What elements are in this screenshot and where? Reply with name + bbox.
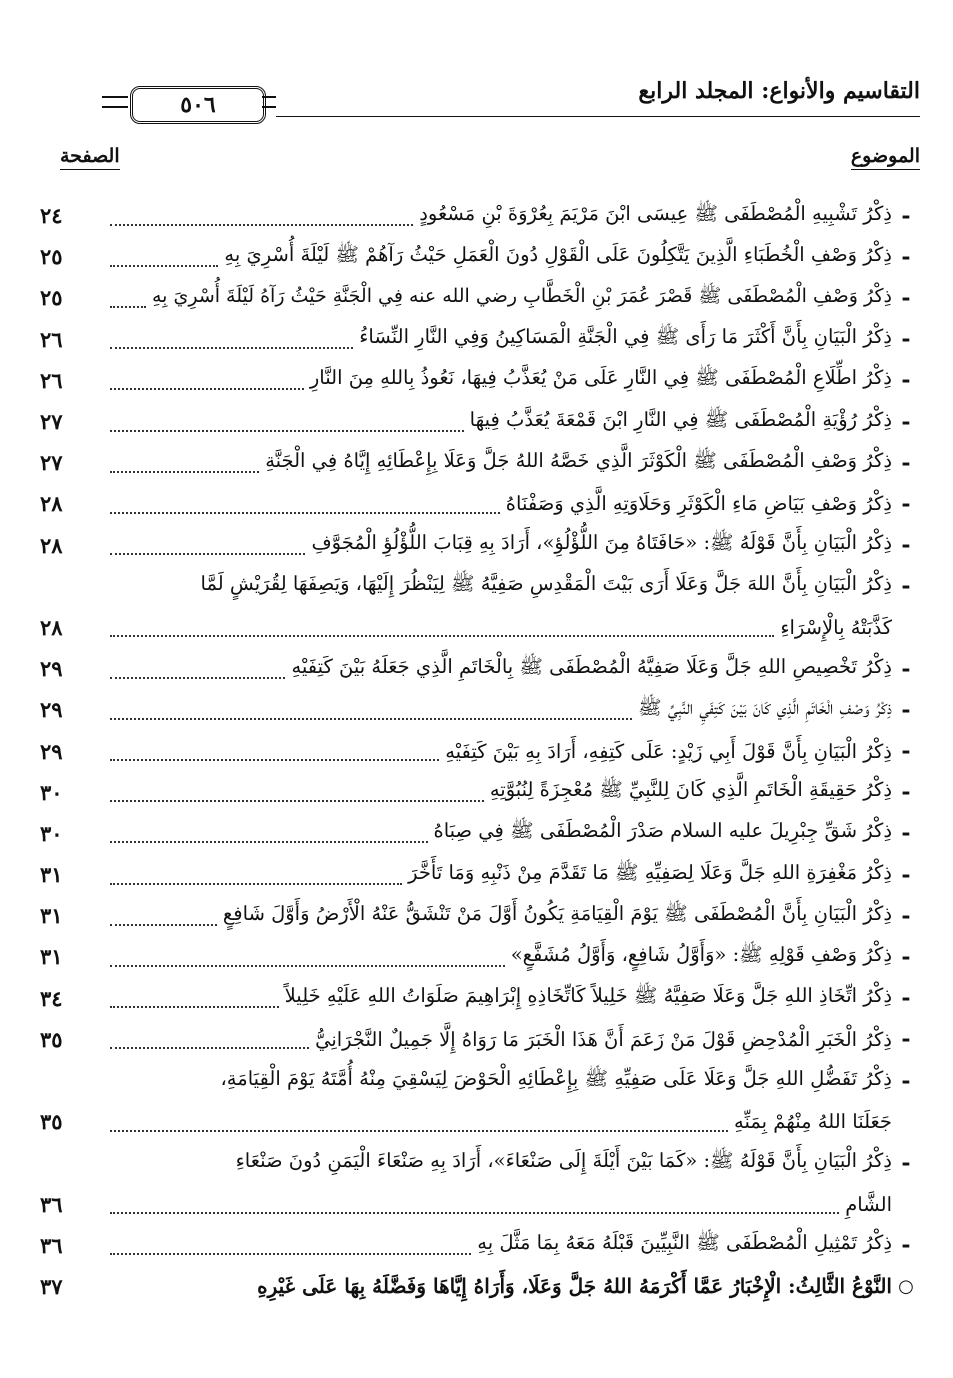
toc-page-number: ٢٦ bbox=[40, 326, 63, 352]
dash-bullet: - bbox=[901, 202, 911, 229]
toc-entry-line bbox=[40, 483, 920, 524]
dot-leader bbox=[110, 1006, 279, 1008]
toc-entry-text: ذِكْرُ وَصْفِ قَوْلِهِ ﷺ: «وَأَوَّلُ شَافِعٍ، وَأَوَّلُ مُشَفَّعٍ» bbox=[510, 942, 892, 966]
toc-entry-line bbox=[40, 607, 920, 648]
toc-page-number: ٢٩ bbox=[40, 697, 63, 723]
dot-leader bbox=[110, 1130, 728, 1132]
dash-bullet: - bbox=[901, 985, 911, 1012]
dash-bullet: - bbox=[901, 573, 911, 600]
toc-entry bbox=[40, 895, 920, 936]
toc-page-number: ٣٥ bbox=[40, 1109, 63, 1135]
toc-entry-text: ذِكْرُ تَفَضُّلِ اللهِ جَلَّ وَعَلَا عَلَى صَفِيِّهِ ﷺ بِإِعْطَائِهِ الْحَوْضَ لِيَسْقِيَ مِنْهُ أُمَّتَهُ يَوْمَ الْقِيَامَةِ، bbox=[220, 1066, 892, 1090]
page-column-label: الصفحة bbox=[60, 145, 120, 170]
toc-page-number: ٣٦ bbox=[40, 1232, 63, 1258]
dot-leader bbox=[110, 265, 218, 267]
toc-entry bbox=[40, 442, 920, 483]
toc-page-number: ٣٦ bbox=[40, 1191, 63, 1217]
dash-bullet: - bbox=[901, 243, 911, 270]
toc-entry-text: ذِكْرُ حَقِيقَةِ الْخَاتَمِ الَّذِي كَانَ لِلنَّبِيِّ ﷺ مُعْجِزَةً لِنُبُوَّتِهِ bbox=[489, 778, 892, 802]
toc-entry-text: ذِكْرُ تَمْثِيلِ الْمُصْطَفَى ﷺ النَّبِيِّينَ قَبْلَهُ مَعَهُ بِمَا مَثَّلَ بِهِ bbox=[477, 1231, 892, 1255]
running-title: التقاسيم والأنواع: المجلد الرابع bbox=[638, 78, 920, 104]
toc-entry-text: ذِكْرُ وَصْفِ الْخُطَبَاءِ الَّذِينَ يَتَّكِلُونَ عَلَى الْقَوْلِ دُونَ الْعَمَلِ حَيْثُ رَآهُمْ ﷺ لَيْلَةَ أُسْرِيَ بِهِ bbox=[224, 242, 892, 266]
toc-page-number: ٢٩ bbox=[40, 738, 63, 764]
toc-entry-line bbox=[40, 895, 920, 936]
toc-entry bbox=[40, 401, 920, 442]
dash-bullet: - bbox=[901, 820, 911, 847]
toc-entry bbox=[40, 1060, 920, 1142]
header-rule bbox=[276, 116, 920, 117]
dash-bullet: - bbox=[901, 326, 911, 353]
dot-leader bbox=[110, 677, 285, 679]
toc-entry-line bbox=[40, 689, 920, 730]
toc-entry-text: ذِكْرُ رُؤْيَةِ الْمُصْطَفَى ﷺ فِي النَّارِ ابْنَ قَمْعَةَ يُعَذَّبُ فِيهَا bbox=[469, 407, 892, 431]
toc-entry-line bbox=[40, 1184, 920, 1225]
toc-entry-line bbox=[40, 1142, 920, 1183]
dash-bullet: - bbox=[901, 696, 911, 723]
toc-page-number: ٢٨ bbox=[40, 532, 63, 558]
toc-entry-text: ذِكْرُ الْبَيَانِ بِأَنَّ قَوْلَهُ ﷺ: «حَافَتَاهُ مِنَ اللُّؤْلُؤِ»، أَرَادَ بِهِ قِبَابَ اللُّؤْلُؤِ الْمُجَوَّفِ bbox=[311, 531, 892, 555]
toc-entry-text: ذِكْرُ وَصْفِ الْخَاتَمِ الَّذِي كَانَ بَيْنَ كَتِفَيِ النَّبِيِّ ﷺ bbox=[638, 695, 892, 719]
dash-bullet: - bbox=[901, 490, 911, 517]
dot-leader bbox=[110, 1212, 839, 1214]
toc-entry-text: ذِكْرُ الْبَيَانِ بِأَنَّ الْمُصْطَفَى ﷺ يَوْمَ الْقِيَامَةِ يَكُونُ أَوَّلَ مَنْ تَنْشَقُّ عَنْهُ الْأَرْضُ وَأَوَّلَ شَافِعٍ bbox=[222, 901, 892, 925]
toc-page-number: ٢٥ bbox=[40, 244, 63, 270]
dot-leader bbox=[110, 224, 413, 226]
toc-entry bbox=[40, 936, 920, 977]
dot-leader bbox=[110, 553, 305, 555]
toc-entry bbox=[40, 1225, 920, 1266]
dot-leader bbox=[110, 924, 217, 926]
dot-leader bbox=[110, 1047, 309, 1049]
toc-entry bbox=[40, 277, 920, 318]
dash-bullet: - bbox=[901, 1026, 911, 1053]
toc-entry-line bbox=[40, 648, 920, 689]
toc-page-number: ٣٧ bbox=[40, 1273, 63, 1299]
toc-entry-line bbox=[40, 936, 920, 977]
toc-entry bbox=[40, 854, 920, 895]
dash-bullet: - bbox=[901, 1149, 911, 1176]
toc-entry-line bbox=[40, 978, 920, 1019]
toc-entry-line bbox=[40, 1101, 920, 1142]
column-headings bbox=[40, 145, 920, 181]
dot-leader bbox=[110, 759, 439, 761]
toc-entry-line bbox=[40, 195, 920, 236]
toc-entry-line bbox=[40, 442, 920, 483]
dot-leader bbox=[110, 347, 353, 349]
toc-entry-text: ذِكْرُ الْبَيَانِ بِأَنَّ قَوْلَهُ ﷺ: «كَمَا بَيْنَ أَيْلَةَ إِلَى صَنْعَاءَ»، أَرَادَ بِهِ صَنْعَاءَ الْيَمَنِ دُونَ صَنْعَاءِ bbox=[235, 1148, 892, 1172]
toc-entry-line bbox=[40, 1060, 920, 1101]
toc-entry-line bbox=[40, 277, 920, 318]
toc-entry-text: ذِكْرُ تَشْبِيهِ الْمُصْطَفَى ﷺ عِيسَى ابْنَ مَرْيَمَ بِعُرْوَةَ بْنِ مَسْعُودٍ bbox=[419, 201, 892, 225]
toc-page-number: ٢٩ bbox=[40, 656, 63, 682]
dot-leader bbox=[110, 388, 304, 390]
toc-entry bbox=[40, 648, 920, 689]
dot-leader bbox=[110, 512, 500, 514]
dot-leader bbox=[110, 800, 484, 802]
toc-entry-line bbox=[40, 1019, 920, 1060]
page-header bbox=[40, 78, 920, 124]
toc-entry-text: ذِكْرُ الْبَيَانِ بِأَنَّ أَكْثَرَ مَا رَأَى ﷺ فِي الْجَنَّةِ الْمَسَاكِينُ وَفِي النَّارِ النِّسَاءُ bbox=[359, 325, 892, 349]
dot-leader bbox=[110, 471, 259, 473]
toc-entry-text: جَعَلَنَا اللهُ مِنْهُمْ بِمَنِّهِ bbox=[734, 1110, 892, 1134]
toc-entry bbox=[40, 813, 920, 854]
toc-page-number: ٢٧ bbox=[40, 409, 63, 435]
toc-entry-text: ذِكْرُ تَخْصِيصِ اللهِ جَلَّ وَعَلَا صَفِيَّهُ الْمُصْطَفَى ﷺ بِالْخَاتَمِ الَّذِي جَعَلَهُ بَيْنَ كَتِفَيْهِ bbox=[291, 654, 892, 678]
toc-entry bbox=[40, 772, 920, 813]
toc-page-number: ٣٤ bbox=[40, 985, 63, 1011]
toc-page-number: ٢٨ bbox=[40, 614, 63, 640]
page-number: ٥٠٦ bbox=[180, 92, 216, 118]
toc-entries bbox=[40, 195, 920, 1307]
toc-entry bbox=[40, 1142, 920, 1224]
toc-entry-line bbox=[40, 772, 920, 813]
dot-leader bbox=[110, 718, 632, 720]
toc-page-number: ٢٦ bbox=[40, 367, 63, 393]
toc-page-number: ٣٥ bbox=[40, 1026, 63, 1052]
toc-entry-text: ذِكْرُ الْخَبَرِ الْمُدْحِضِ قَوْلَ مَنْ زَعَمَ أَنَّ هَذَا الْخَبَرَ مَا رَوَاهُ إِلَّا جَمِيلٌ النَّجْرَانِيُّ bbox=[315, 1027, 892, 1051]
dash-bullet: - bbox=[901, 1067, 911, 1094]
toc-entry-text: ذِكْرُ وَصْفِ الْمُصْطَفَى ﷺ قَصْرَ عُمَرَ بْنِ الْخَطَّابِ رضي الله عنه فِي الْجَنَّةِ حَيْثُ رَآهُ لَيْلَةَ أُسْرِيَ بِهِ bbox=[151, 284, 892, 307]
toc-entry bbox=[40, 566, 920, 648]
toc-page-number: ٣٠ bbox=[40, 779, 63, 805]
toc-entry bbox=[40, 360, 920, 401]
dot-leader bbox=[110, 635, 774, 637]
toc-entry-line bbox=[40, 319, 920, 360]
toc-entry-text: كَذَّبَتْهُ بِالْإِسْرَاءِ bbox=[780, 615, 892, 639]
toc-entry bbox=[40, 978, 920, 1019]
toc-entry-text: ذِكْرُ وَصْفِ بَيَاضِ مَاءِ الْكَوْثَرِ وَحَلَاوَتِهِ الَّذِي وَصَفْنَاهُ bbox=[505, 492, 892, 516]
page-number-box bbox=[130, 86, 266, 124]
toc-entry bbox=[40, 525, 920, 566]
toc-entry-line bbox=[40, 730, 920, 771]
toc-entry bbox=[40, 195, 920, 236]
dash-bullet: - bbox=[901, 408, 911, 435]
toc-page-number: ٣١ bbox=[40, 903, 63, 929]
dash-bullet: - bbox=[901, 532, 911, 559]
toc-entry-text: ذِكْرُ وَصْفِ الْمُصْطَفَى ﷺ الْكَوْثَرَ الَّذِي خَصَّهُ اللهُ جَلَّ وَعَلَا بِإِعْطَائِهِ إِيَّاهُ فِي الْجَنَّةِ bbox=[265, 448, 892, 472]
toc-page-number: ٣١ bbox=[40, 944, 63, 970]
toc-entry bbox=[40, 319, 920, 360]
toc-page-number: ٢٥ bbox=[40, 285, 63, 311]
toc-entry-line bbox=[40, 1225, 920, 1266]
toc-entry-line bbox=[40, 854, 920, 895]
toc-entry-line bbox=[40, 525, 920, 566]
toc-page-number: ٢٧ bbox=[40, 450, 63, 476]
header-ornament-left bbox=[102, 96, 128, 108]
dot-leader bbox=[110, 1253, 471, 1255]
dash-bullet: - bbox=[901, 655, 911, 682]
toc-page-number: ٣٠ bbox=[40, 820, 63, 846]
dash-bullet: - bbox=[901, 449, 911, 476]
toc-entry-text: ذِكْرُ مَغْفِرَةِ اللهِ جَلَّ وَعَلَا لِصَفِيِّهِ ﷺ مَا تَقَدَّمَ مِنْ ذَنْبِهِ وَمَا تَأَخَّرَ bbox=[408, 860, 892, 884]
toc-entry bbox=[40, 236, 920, 277]
dot-leader bbox=[110, 841, 428, 843]
toc-entry bbox=[40, 483, 920, 524]
toc-entry-text: ذِكْرُ اتِّخَاذِ اللهِ جَلَّ وَعَلَا صَفِيَّهُ ﷺ خَلِيلاً كَاتِّخَاذِهِ إِبْرَاهِيمَ صَلَوَاتُ اللهِ عَلَيْهِ خَلِيلاً bbox=[284, 984, 892, 1008]
dash-bullet: - bbox=[901, 284, 911, 311]
toc-page-number: ٢٤ bbox=[40, 203, 63, 229]
dot-leader bbox=[110, 965, 505, 967]
toc-entry-text: ذِكْرُ الْبَيَانِ بِأَنَّ اللهَ جَلَّ وَعَلَا أَرَى بَيْتَ الْمَقْدِسِ صَفِيَّهُ ﷺ لِيَنْظُرَ إِلَيْهَا، وَيَصِفَهَا لِقُرَيْشٍ لَمَّا bbox=[200, 572, 892, 596]
toc-entry-line bbox=[40, 813, 920, 854]
toc-entry-text: ذِكْرُ اطِّلَاعِ الْمُصْطَفَى ﷺ فِي النَّارِ عَلَى مَنْ يُعَذَّبُ فِيهَا، نَعُوذُ بِاللهِ مِنَ النَّارِ bbox=[309, 366, 892, 390]
toc-entry bbox=[40, 689, 920, 730]
dot-leader bbox=[110, 883, 402, 885]
toc-entry-text: ذِكْرُ الْبَيَانِ بِأَنَّ قَوْلَ أَبِي زَيْدٍ: عَلَى كَتِفِهِ، أَرَادَ بِهِ بَيْنَ كَتِفَيْهِ bbox=[445, 739, 892, 763]
toc-entry bbox=[40, 730, 920, 771]
dot-leader bbox=[110, 430, 464, 432]
dash-bullet: - bbox=[901, 367, 911, 394]
toc-entry bbox=[40, 1019, 920, 1060]
toc-entry-line bbox=[40, 566, 920, 607]
toc-page-number: ٣١ bbox=[40, 862, 63, 888]
toc-entry-line bbox=[40, 236, 920, 277]
topic-column-label: الموضوع bbox=[851, 145, 920, 170]
dash-bullet: - bbox=[901, 861, 911, 888]
dash-bullet: - bbox=[901, 738, 911, 765]
dash-bullet: - bbox=[901, 779, 911, 806]
toc-page-number: ٢٨ bbox=[40, 491, 63, 517]
circle-bullet-icon: ○ bbox=[898, 1275, 914, 1297]
toc-entry-line bbox=[40, 360, 920, 401]
dash-bullet: - bbox=[901, 902, 911, 929]
dash-bullet: - bbox=[901, 1232, 911, 1259]
toc-entry-line bbox=[40, 1266, 920, 1307]
dash-bullet: - bbox=[901, 943, 911, 970]
toc-entry-line bbox=[40, 401, 920, 442]
header-ornament-right bbox=[262, 96, 276, 108]
toc-entry-text: النَّوْعُ الثَّالِثُ: الْإِخْبَارُ عَمَّا أَكْرَمَهُ اللهُ جَلَّ وَعَلَا، وَأَرَاهُ إِيَّاهَا وَفَضَّلَهُ بِهَا عَلَى غَيْرِهِ bbox=[257, 1274, 892, 1299]
toc-entry-text: ذِكْرُ شَقِّ جِبْرِيلَ عليه السلام صَدْرَ الْمُصْطَفَى ﷺ فِي صِبَاهُ bbox=[433, 819, 892, 843]
toc-section-heading bbox=[40, 1266, 920, 1307]
dot-leader bbox=[110, 306, 146, 308]
toc-entry-text: الشَّامِ bbox=[845, 1192, 892, 1216]
